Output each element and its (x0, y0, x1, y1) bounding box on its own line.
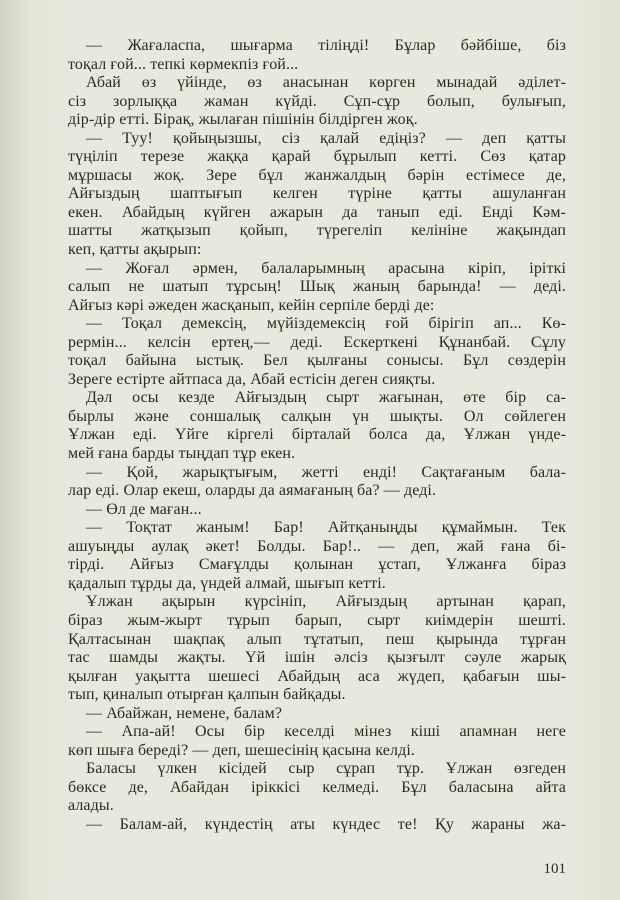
text-line: Қалтасынан шақпақ алып тұтатып, пеш қырында тұрған (68, 630, 566, 648)
text-line: мұршасы жоқ. Зере бұл жанжалдың бәрін естімесе де, (68, 166, 566, 184)
text-line: салып не шатып тұрсың! Шық жаның барында! — деді. (68, 278, 566, 296)
text-line: Зереге естірте айтпаса да, Абай естісін деген сияқты. (68, 370, 436, 388)
text-line: бырлы және соншалық салқын үн шықты. Ол сөйлеген (68, 407, 566, 425)
text-line: түңіліп терезе жаққа қарай бұрылып кетті. Сөз қатар (68, 148, 566, 166)
page-number: 101 (543, 861, 566, 877)
text-line: Айғыз кәрі әжеден жасқанып, кейін серпіле берді де: (68, 296, 435, 314)
text-line: қылған уақытта шешесі Абайдың аса жүдеп, қабағын шы- (68, 667, 566, 685)
text-line: қадалып тұрды да, үндей алмай, шығып кетті. (68, 574, 386, 592)
text-line: Ұлжан ақырын күрсініп, Айғыздың артынан қарап, (86, 593, 566, 611)
text-line: Баласы үлкен кісідей сыр сұрап тұр. Ұлжан өзгеден (86, 760, 566, 778)
text-line: шатты жатқызып қойып, түрегеліп келініне жақындап (68, 222, 566, 240)
text-line: тоқал ғой... тепкі көрмекпіз ғой... (68, 55, 299, 73)
text-line: рермін... келсін ертең,— деді. Ескерткені Құнанбай. Сұлу (68, 333, 566, 351)
text-line: мей ғана барды тыңдап тұр екен. (68, 445, 296, 463)
text-line: — Апа-ай! Осы бір кеселді мінез кіші апамнан неге (86, 723, 566, 741)
text-line: — Өл де маған... (86, 500, 202, 518)
text-line: алады. (68, 797, 114, 815)
text-line: тып, қиналып отырған қалпын байқады. (68, 686, 346, 704)
text-line: тірді. Айғыз Смағұлды қолынан ұстап, Ұлжанға біраз (68, 556, 566, 574)
text-line: Айғыздың шаптығып келген түріне қатты ашуланған (68, 185, 566, 203)
text-line: көп шыға береді? — деп, шешесінің қасына келді. (68, 741, 415, 759)
text-line: сіз зорлыққа жаман күйді. Сұп-сұр болып, булығып, (68, 92, 566, 110)
text-line: — Жоғал әрмен, балаларымның арасына кіріп, іріткі (86, 259, 566, 277)
text-line: — Балам-ай, күндестің аты күндес те! Қу жараны жа- (86, 815, 566, 833)
text-line: Дәл осы кезде Айғыздың сырт жағынан, өте бір са- (86, 389, 566, 407)
text-line: тоқал байына ыстық. Бел қылғаны сонысы. Бұл сөздерін (68, 352, 566, 370)
text-line: — Жағаласпа, шығарма тіліңді! Бұлар бәйбіше, біз (86, 37, 566, 54)
text-line: ашуыңды аулақ әкет! Болды. Бар!.. — деп, жай ғана бі- (68, 537, 566, 555)
text-line: екен. Абайдың күйген ажарын да танып еді. Енді Кәм- (68, 203, 566, 221)
text-line: бөксе де, Абайдан іріккісі келмеді. Бұл баласына айта (68, 778, 566, 796)
text-line: — Қой, жарықтығым, жетті енді! Сақтағаным бала- (86, 463, 566, 481)
book-page-text (68, 37, 566, 835)
text-line: лар еді. Олар екеш, оларды да аямағаның ба? — деді. (68, 482, 437, 500)
text-line: біраз жым-жырт тұрып барып, сырт киімдерін шешті. (68, 611, 566, 629)
text-line: Абай өз үйінде, өз анасынан көрген мынадай әділет- (86, 74, 566, 92)
text-line: — Тоқал демексің, мүйіздемексің ғой бірігіп ап... Кө- (86, 315, 566, 333)
text-line: — Тоқтат жаным! Бар! Айтқаныңды құмаймын. Тек (86, 519, 566, 537)
text-line: тас шамды жақты. Үй ішін әлсіз қызғылт сәуле жарық (68, 649, 566, 667)
text-line: Ұлжан еді. Үйге кіргелі біртaлай болса да, Ұлжан үнде- (68, 426, 566, 444)
text-line: дір-дір етті. Бірақ, жылаған пішінін білдірген жоқ. (68, 111, 418, 129)
text-line: — Туу! қойыңызшы, сіз қалай едіңіз? — деп қатты (86, 129, 566, 147)
text-line: кеп, қатты ақырып: (68, 241, 202, 259)
text-line: — Абайжан, немене, балам? (86, 704, 283, 722)
